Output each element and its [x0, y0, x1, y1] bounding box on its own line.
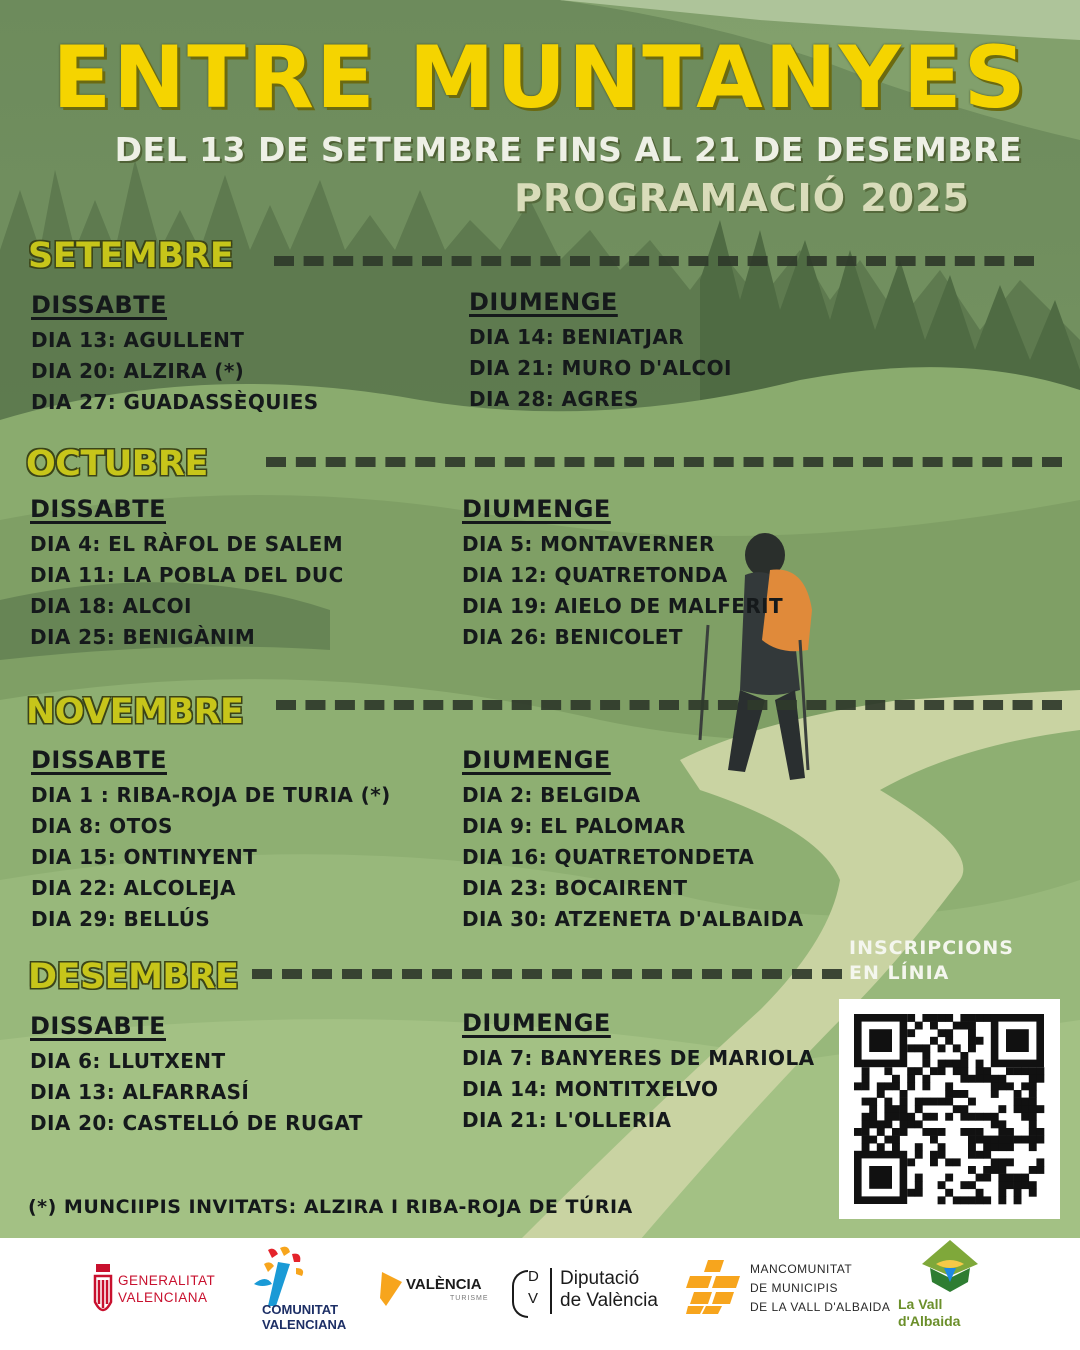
- desembre-saturday-column: [30, 1012, 363, 1139]
- list-item: DIA 14: BENIATJAR: [469, 325, 685, 349]
- valencia-turisme-tagline: TURISME: [450, 1295, 489, 1302]
- novembre-sunday-column: [462, 746, 804, 935]
- list-item: DIA 27: GUADASSÈQUIES: [31, 390, 319, 414]
- mancomunitat-line-1: MANCOMUNITAT: [750, 1262, 853, 1276]
- sunday-heading: DIUMENGE: [462, 495, 611, 523]
- comunitat-valenciana-mark-icon: [250, 1244, 320, 1308]
- registration-label: [849, 936, 1014, 986]
- valencia-turisme-logo: [378, 1268, 496, 1318]
- dashed-trail-divider: [266, 457, 1062, 467]
- list-item: DIA 2: BELGIDA: [462, 783, 641, 807]
- saturday-list: [31, 780, 391, 935]
- dashed-trail-divider: [276, 700, 1062, 710]
- list-item: DIA 6: LLUTXENT: [30, 1049, 226, 1073]
- diputacio-mark-d: D: [528, 1268, 539, 1285]
- program-year: PROGRAMACIÓ 2025: [514, 176, 970, 220]
- list-item: DIA 22: ALCOLEJA: [31, 876, 236, 900]
- setembre-sunday-column: [469, 288, 732, 415]
- vall-albaida-line-1: La Vall: [898, 1296, 943, 1312]
- diputacio-bracket-icon: [512, 1270, 528, 1318]
- list-item: DIA 9: EL PALOMAR: [462, 814, 686, 838]
- mancomunitat-line-2: DE MUNICIPIS: [750, 1281, 839, 1295]
- list-item: DIA 14: MONTITXELVO: [462, 1077, 719, 1101]
- octubre-saturday-column: [30, 495, 344, 653]
- list-item: DIA 29: BELLÚS: [31, 907, 211, 931]
- saturday-list: [31, 325, 319, 418]
- month-heading-desembre: DESEMBRE: [28, 957, 239, 997]
- list-item: DIA 19: AIELO DE MALFERIT: [462, 594, 784, 618]
- sunday-heading: DIUMENGE: [462, 1009, 611, 1037]
- valencia-turisme-name: VALÈNCIA: [406, 1276, 482, 1293]
- sunday-list: [462, 1043, 814, 1136]
- list-item: DIA 16: QUATRETONDETA: [462, 845, 755, 869]
- vall-albaida-mark-icon: [920, 1238, 980, 1294]
- mancomunitat-logo: [686, 1256, 896, 1336]
- diputacio-line-2: de València: [560, 1290, 658, 1311]
- registration-line-1: INSCRIPCIONS: [849, 937, 1014, 959]
- comunitat-line-1: COMUNITAT: [262, 1302, 339, 1317]
- date-range: DEL 13 DE SETEMBRE FINS AL 21 DE DESEMBRE: [114, 130, 1022, 169]
- generalitat-valenciana-logo: [92, 1258, 232, 1328]
- list-item: DIA 12: QUATRETONDA: [462, 563, 728, 587]
- sunday-list: [462, 529, 783, 653]
- list-item: DIA 21: MURO D'ALCOI: [469, 356, 732, 380]
- generalitat-line-2: VALENCIANA: [118, 1290, 208, 1305]
- diputacio-line-1: Diputació: [560, 1268, 640, 1289]
- list-item: DIA 28: AGRES: [469, 387, 639, 411]
- registration-qr-code[interactable]: [839, 999, 1060, 1219]
- list-item: DIA 21: L'OLLERIA: [462, 1108, 672, 1132]
- novembre-saturday-column: [31, 746, 391, 935]
- list-item: DIA 7: BANYERES DE MARIOLA: [462, 1046, 815, 1070]
- poster-title: ENTRE MUNTANYES: [52, 28, 1028, 128]
- list-item: DIA 11: LA POBLA DEL DUC: [30, 563, 344, 587]
- list-item: DIA 20: CASTELLÓ DE RUGAT: [30, 1111, 363, 1135]
- saturday-heading: DISSABTE: [30, 1012, 166, 1040]
- list-item: DIA 26: BENICOLET: [462, 625, 683, 649]
- diputacio-divider: [550, 1268, 552, 1314]
- generalitat-line-1: GENERALITAT: [118, 1273, 216, 1288]
- setembre-saturday-column: [31, 291, 319, 418]
- list-item: DIA 13: AGULLENT: [31, 328, 245, 352]
- valencia-turisme-mark-icon: [378, 1268, 404, 1308]
- saturday-heading: DISSABTE: [31, 291, 167, 319]
- diputacio-valencia-logo: [512, 1266, 672, 1322]
- list-item: DIA 4: EL RÀFOL DE SALEM: [30, 532, 343, 556]
- list-item: DIA 5: MONTAVERNER: [462, 532, 715, 556]
- saturday-heading: DISSABTE: [30, 495, 166, 523]
- list-item: DIA 25: BENIGÀNIM: [30, 625, 256, 649]
- qr-code-icon: [839, 999, 1060, 1219]
- saturday-heading: DISSABTE: [31, 746, 167, 774]
- month-heading-novembre: NOVEMBRE: [26, 692, 244, 732]
- sunday-heading: DIUMENGE: [462, 746, 611, 774]
- list-item: DIA 15: ONTINYENT: [31, 845, 258, 869]
- list-item: DIA 1 : RIBA-ROJA DE TURIA (*): [31, 783, 391, 807]
- generalitat-crest-icon: [92, 1262, 114, 1322]
- list-item: DIA 18: ALCOI: [30, 594, 192, 618]
- diputacio-mark-v: V: [528, 1290, 539, 1307]
- month-heading-octubre: OCTUBRE: [26, 444, 208, 484]
- list-item: DIA 8: OTOS: [31, 814, 173, 838]
- vall-albaida-line-2: d'Albaida: [898, 1313, 961, 1329]
- registration-line-2: EN LÍNIA: [849, 962, 950, 984]
- list-item: DIA 20: ALZIRA (*): [31, 359, 245, 383]
- sunday-list: [469, 322, 732, 415]
- saturday-list: [30, 529, 344, 653]
- la-vall-albaida-logo: [898, 1238, 996, 1346]
- sponsor-footer: [0, 1238, 1080, 1350]
- dashed-trail-divider: [274, 256, 1034, 266]
- mancomunitat-mark-icon: [686, 1258, 744, 1316]
- list-item: DIA 30: ATZENETA D'ALBAIDA: [462, 907, 804, 931]
- sunday-heading: DIUMENGE: [469, 288, 618, 316]
- saturday-list: [30, 1046, 363, 1139]
- month-heading-setembre: SETEMBRE: [28, 236, 234, 276]
- octubre-sunday-column: [462, 495, 783, 653]
- invited-municipalities-note: (*) MUNCIIPIS INVITATS: ALZIRA I RIBA-ROJA DE TÚRIA: [28, 1196, 633, 1218]
- desembre-sunday-column: [462, 1009, 814, 1136]
- comunitat-line-2: VALENCIANA: [262, 1317, 347, 1332]
- list-item: DIA 13: ALFARRASÍ: [30, 1080, 250, 1104]
- mancomunitat-line-3: DE LA VALL D'ALBAIDA: [750, 1300, 891, 1314]
- dashed-trail-divider: [252, 969, 842, 979]
- list-item: DIA 23: BOCAIRENT: [462, 876, 688, 900]
- sunday-list: [462, 780, 804, 935]
- comunitat-valenciana-logo: [242, 1244, 352, 1340]
